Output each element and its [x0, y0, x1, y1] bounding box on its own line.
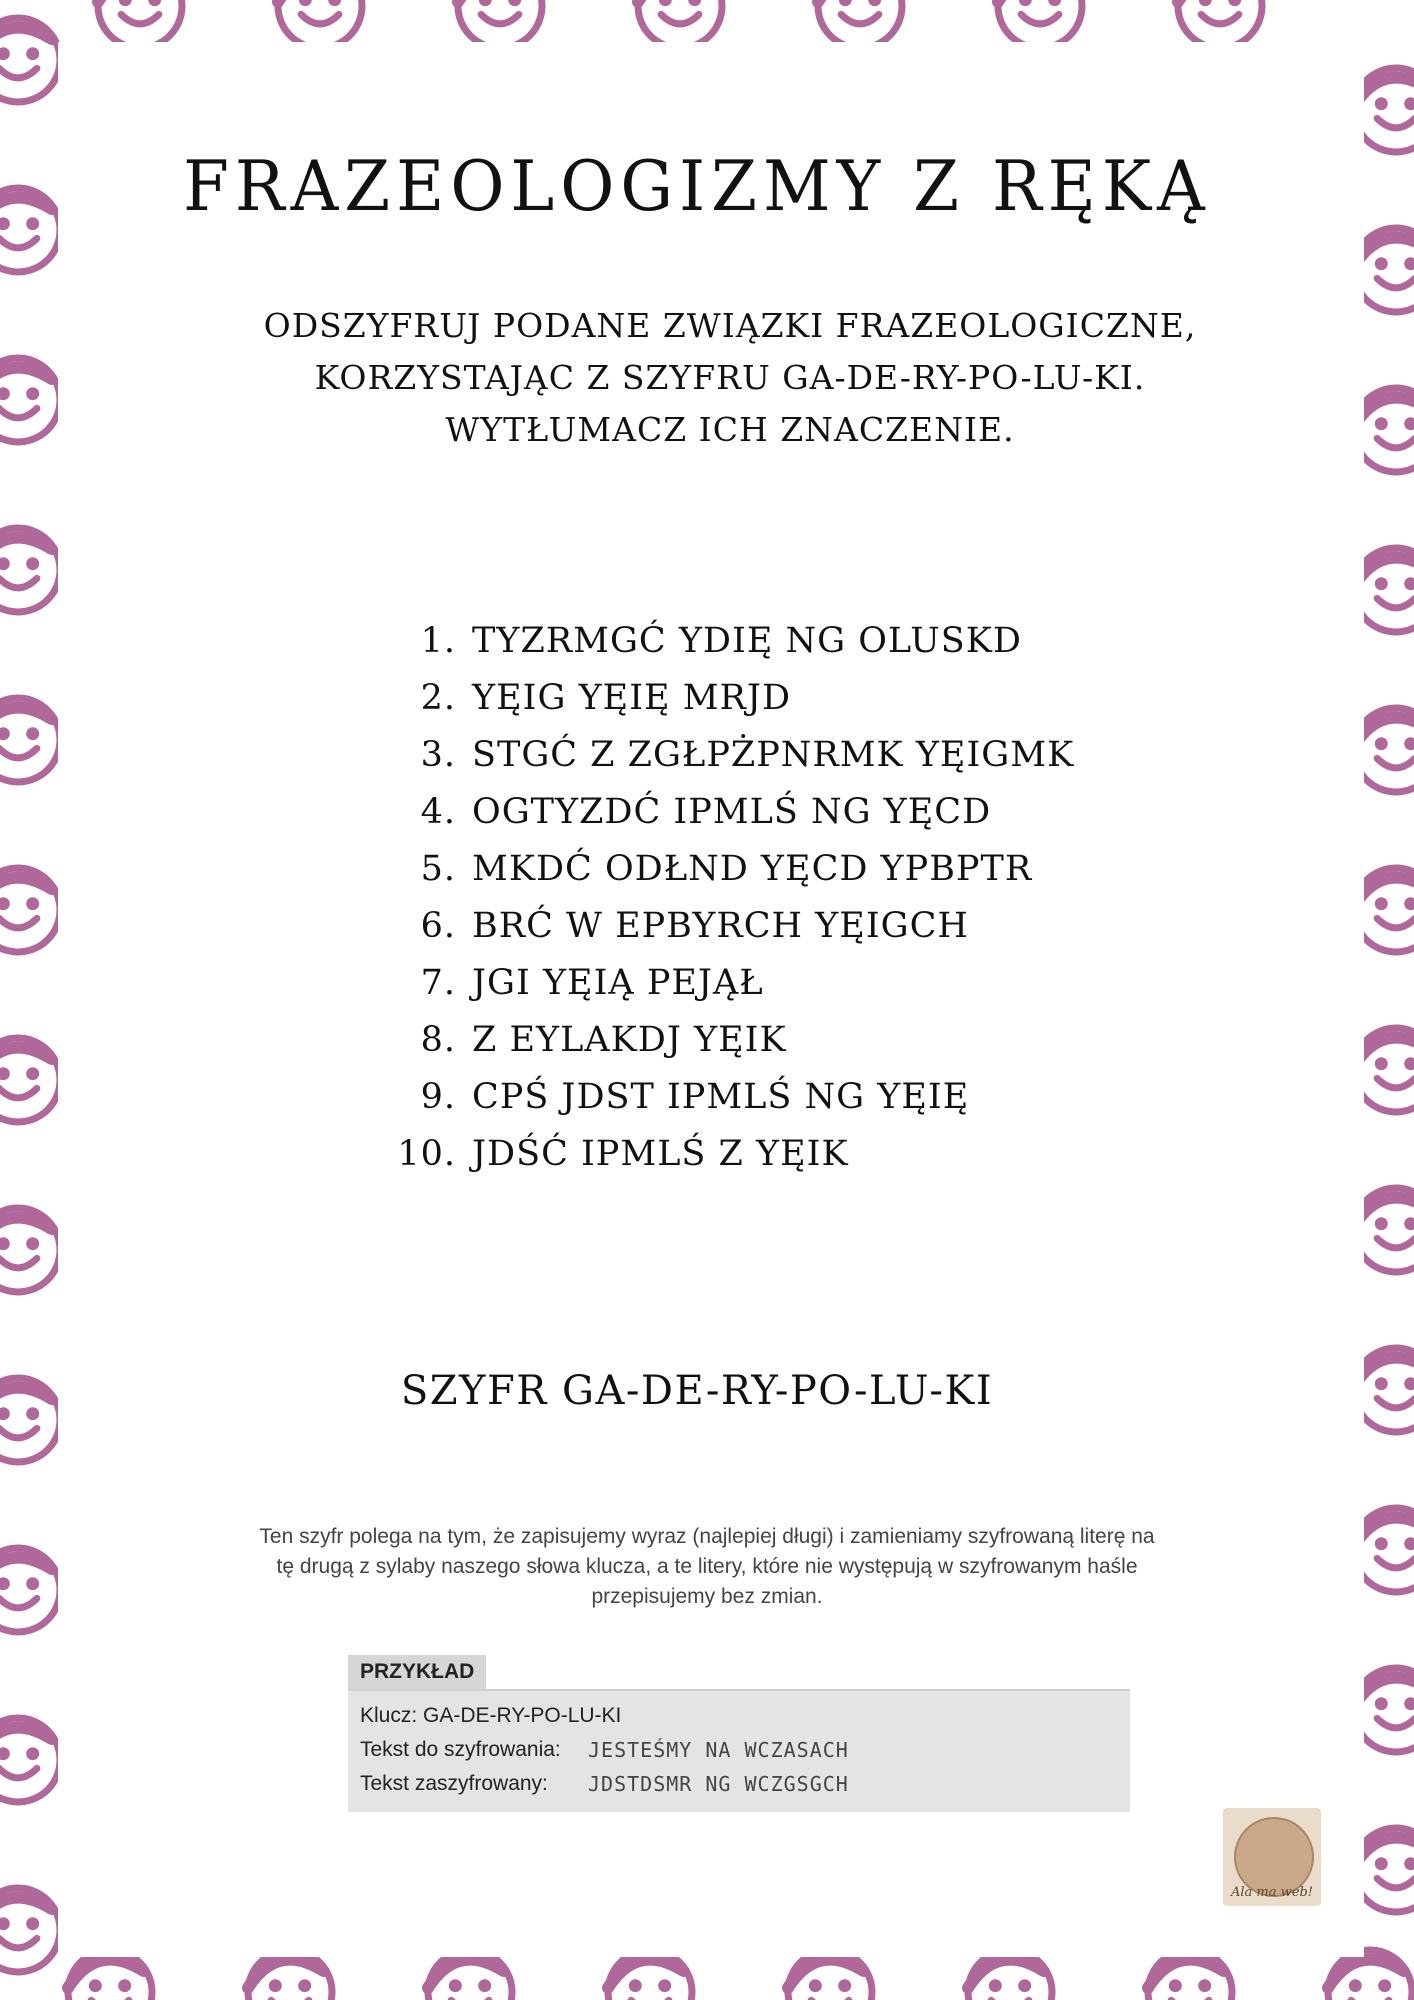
doodle-face [248, 1950, 332, 2000]
logo-text: Ala ma web! [1230, 1885, 1313, 1900]
puzzle-text: CPŚ JDST IPMLŚ NG YĘIĘ [472, 1076, 970, 1117]
puzzle-text: JDŚĆ IPMLŚ Z YĘIK [472, 1133, 849, 1174]
puzzle-text: Z EYLAKDJ YĘIK [472, 1019, 787, 1060]
puzzle-number: 9. [420, 1076, 456, 1117]
puzzle-text: JGI YĘIĄ PEJĄŁ [472, 962, 764, 1003]
doodle-face [98, 0, 182, 48]
example-key-label: Klucz: GA-DE-RY-PO-LU-KI [360, 1704, 622, 1727]
example-box [348, 1689, 1130, 1812]
doodle-face [1178, 0, 1262, 48]
doodle-face [0, 18, 60, 102]
instructions [200, 300, 1260, 456]
example-cipher-value: JDSTDSMR NG WCZGSGCH [588, 1772, 849, 1796]
puzzle-item [380, 1125, 1080, 1182]
puzzle-text: YĘIG YĘIĘ MRJD [472, 677, 792, 718]
puzzle-number: 3. [420, 734, 456, 775]
doodle-face [0, 1888, 60, 1972]
puzzle-text: MKDĆ ODŁND YĘCD YPBPTR [472, 848, 1033, 889]
cipher-heading: SZYFR GA-DE-RY-PO-LU-KI [400, 1368, 994, 1414]
instruction-line: WYTŁUMACZ ICH ZNACZENIE. [445, 410, 1015, 449]
doodle-face [968, 1950, 1052, 2000]
doodle-face [818, 0, 902, 48]
puzzle-number: 7. [420, 962, 456, 1003]
cipher-explanation [180, 1522, 1234, 1612]
instruction-line: ODSZYFRUJ PODANE ZWIĄZKI FRAZEOLOGICZNE, [263, 306, 1197, 345]
puzzle-text: OGTYZDĆ IPMLŚ NG YĘCD [472, 791, 992, 832]
puzzle-list [380, 612, 1080, 1182]
puzzle-number: 6. [420, 905, 456, 946]
doodle-face [458, 0, 542, 48]
puzzle-text: STGĆ Z ZGŁPŻPNRMK YĘIGMK [472, 734, 1075, 775]
doodle-face [638, 0, 722, 48]
example-plain-value: JESTEŚMY NA WCZASACH [588, 1738, 849, 1762]
doodle-face [1328, 1950, 1412, 2000]
doodle-face [68, 1950, 152, 2000]
puzzle-number: 2. [420, 677, 456, 718]
puzzle-number: 10. [397, 1133, 456, 1174]
doodle-face [608, 1950, 692, 2000]
doodle-face [998, 0, 1082, 48]
example-cipher-row [360, 1767, 849, 1801]
puzzle-text: TYZRMGĆ YDIĘ NG OLUSKD [472, 620, 1022, 661]
doodle-face [0, 1548, 60, 1632]
doodle-face [0, 868, 60, 952]
instruction-line: KORZYSTAJĄC Z SZYFRU GA-DE-RY-PO-LU-KI. [314, 358, 1146, 397]
doodle-face [0, 1718, 60, 1802]
puzzle-item [380, 783, 1080, 840]
puzzle-number: 8. [420, 1019, 456, 1060]
example-plain-row [360, 1733, 849, 1767]
puzzle-number: 1. [420, 620, 456, 661]
author-logo [1223, 1808, 1321, 1906]
doodle-face [0, 1038, 60, 1122]
puzzle-item [380, 897, 1080, 954]
example-plain-label: Tekst do szyfrowania: [360, 1738, 561, 1761]
explanation-line: Ten szyfr polega na tym, że zapisujemy wyraz (najlepiej długi) i zamieniamy szyfrowaną literę na [259, 1525, 1155, 1548]
puzzle-number: 4. [420, 791, 456, 832]
puzzle-item [380, 726, 1080, 783]
doodle-face [0, 528, 60, 612]
doodle-face [0, 1208, 60, 1292]
page-title: FRAZEOLOGIZMY Z RĘKĄ [183, 146, 1211, 227]
doodle-face [0, 358, 60, 442]
doodle-face [0, 698, 60, 782]
explanation-line: przepisujemy bez zmian. [591, 1585, 823, 1608]
doodle-face [278, 0, 362, 48]
doodle-face [1148, 1950, 1232, 2000]
example-tag: PRZYKŁAD [348, 1655, 486, 1689]
puzzle-item [380, 1011, 1080, 1068]
doodle-face [788, 1950, 872, 2000]
puzzle-item [380, 954, 1080, 1011]
explanation-line: tę drugą z sylaby naszego słowa klucza, a te litery, które nie występują w szyfrowanym haśle [276, 1555, 1138, 1578]
example-key-row [360, 1699, 621, 1733]
puzzle-item [380, 840, 1080, 897]
puzzle-item [380, 1068, 1080, 1125]
puzzle-item [380, 669, 1080, 726]
puzzle-text: BRĆ W EPBYRCH YĘIGCH [472, 905, 969, 946]
example-cipher-label: Tekst zaszyfrowany: [360, 1772, 548, 1795]
puzzle-number: 5. [420, 848, 456, 889]
puzzle-item [380, 612, 1080, 669]
doodle-face [428, 1950, 512, 2000]
